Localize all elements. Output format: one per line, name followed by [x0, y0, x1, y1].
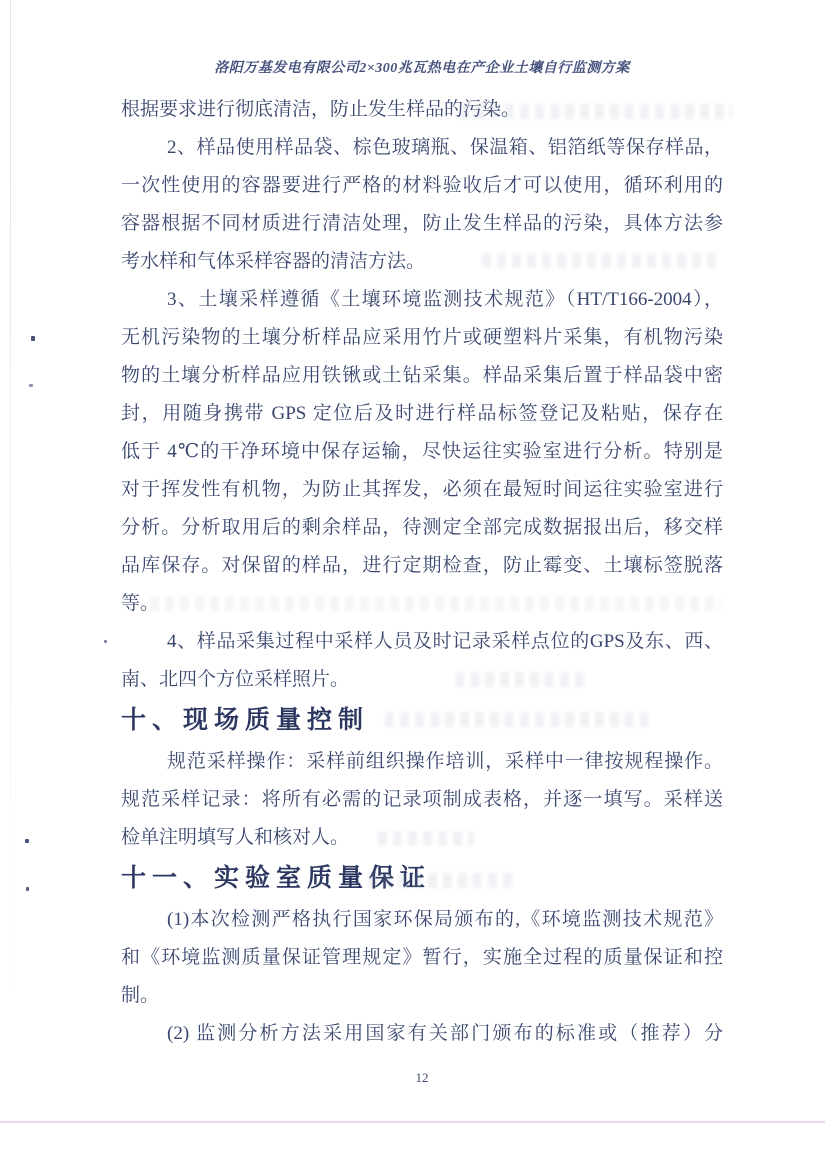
text-line: 根据要求进行彻底清洁，防止发生样品的污染。 [121, 99, 521, 120]
text-line: 低于 4℃的干净环境中保存运输，尽快运往实验室进行分析。特别是 [121, 441, 723, 462]
text-line: 无机污染物的土壤分析样品应采用竹片或硬塑料片采集，有机物污染 [121, 327, 723, 348]
text-line: 南、北四个方位采样照片。 [121, 669, 350, 690]
text-line: 品库保存。对保留的样品，进行定期检查，防止霉变、土壤标签脱落 [121, 555, 723, 576]
bleed-through-artifact [385, 712, 650, 727]
section-heading: 十、现场质量控制 [121, 707, 370, 734]
bleed-through-artifact [150, 596, 722, 611]
text-line: 一次性使用的容器要进行严格的材料验收后才可以使用，循环利用的 [121, 175, 723, 196]
text-line: 等。 [121, 593, 160, 614]
text-line: 3、土壤采样遵循《土壤环境监测技术规范》（HT/T166-2004）， [167, 289, 723, 310]
text-line: 物的土壤分析样品应用铁锹或土钻采集。样品采集后置于样品袋中密 [121, 365, 723, 386]
running-header: 洛阳万基发电有限公司2×300兆瓦热电在产企业土壤自行监测方案 [214, 61, 630, 76]
scan-speck [25, 839, 29, 843]
footer-rule [0, 1121, 825, 1123]
text-line: 对于挥发性有机物，为防止其挥发，必须在最短时间运往实验室进行 [121, 479, 723, 500]
text-line: 规范采样记录：将所有必需的记录项制成表格，并逐一填写。采样送 [121, 789, 723, 810]
text-line: (1)本次检测严格执行国家环保局颁布的,《环境监测技术规范》 [167, 909, 723, 930]
text-line: 分析。分析取用后的剩余样品，待测定全部完成数据报出后，移交样 [121, 517, 723, 538]
bleed-through-artifact [482, 253, 720, 268]
scan-speck [31, 336, 35, 341]
bleed-through-artifact [378, 831, 474, 846]
bleed-through-artifact [455, 672, 585, 687]
page-number: 12 [415, 1070, 429, 1085]
text-line: 2、样品使用样品袋、棕色玻璃瓶、保温箱、铝箔纸等保存样品， [167, 137, 723, 158]
scan-speck [29, 384, 33, 387]
text-line: 封，用随身携带 GPS 定位后及时进行样品标签登记及粘贴，保存在 [121, 403, 723, 424]
scan-speck [26, 887, 29, 891]
text-line: 和《环境监测质量保证管理规定》暂行，实施全过程的质量保证和控 [121, 947, 723, 968]
text-line: 4、样品采集过程中采样人员及时记录采样点位的GPS及东、西、 [167, 631, 723, 652]
text-line: (2) 监测分析方法采用国家有关部门颁布的标准或（推荐）分 [167, 1023, 723, 1044]
text-line: 容器根据不同材质进行清洁处理，防止发生样品的污染，具体方法参 [121, 213, 723, 234]
text-line: 制。 [121, 985, 160, 1006]
bleed-through-artifact [460, 104, 732, 119]
text-line: 考水样和气体采样容器的清洁方法。 [121, 251, 426, 272]
section-heading: 十一、实验室质量保证 [121, 865, 432, 892]
document-lines [121, 91, 723, 1053]
bleed-through-artifact [368, 873, 518, 888]
text-line: 检单注明填写人和核对人。 [121, 827, 350, 848]
scan-speck [104, 640, 107, 643]
scan-edge-line [10, 0, 11, 1050]
text-line: 规范采样操作：采样前组织操作培训，采样中一律按规程操作。 [167, 751, 723, 772]
